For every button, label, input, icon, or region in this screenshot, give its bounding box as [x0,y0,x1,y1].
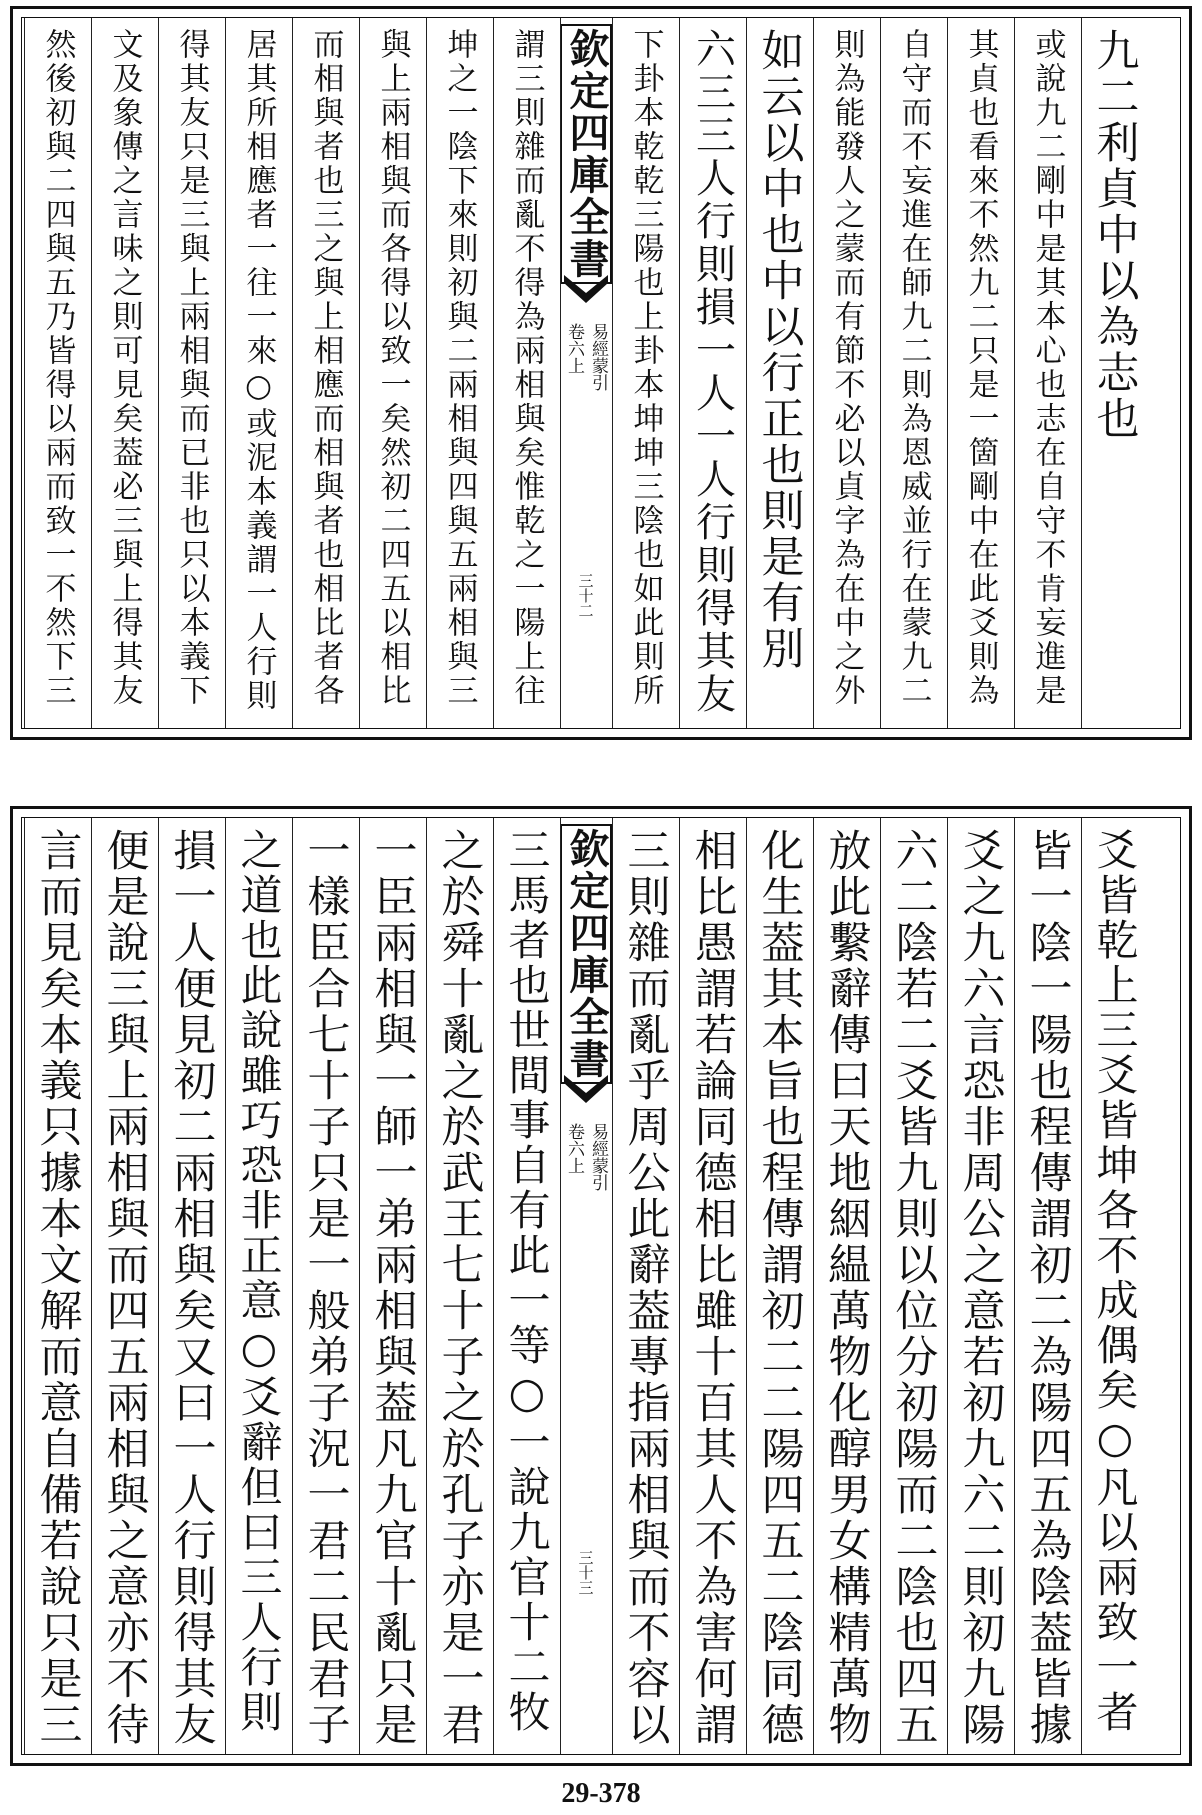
column-text: 之道也此說雖巧恐非正意○爻辭但曰三人行則 [234,828,284,1735]
column-rule [225,818,226,1754]
book-title: 易經蒙引 [588,323,608,391]
column-rule [947,18,948,728]
bottom-page-panel [10,806,1192,1766]
top_panel-left-column-3 [292,18,359,728]
column-rule [679,18,680,728]
column-text: 三馬者也世間事自有此一等○一說九官十二牧 [502,828,552,1735]
column-rule [1081,18,1082,728]
column-rule [158,18,159,728]
column-rule [813,18,814,728]
bottom_panel-right-column-1 [1014,818,1081,1754]
column-rule [426,18,427,728]
column-rule [1014,818,1015,1754]
column-rule [880,818,881,1754]
center-rule-right [612,18,613,728]
column-text: 化生葢其本旨也程傳謂初二二陽四五二陰同德 [754,828,805,1748]
top_panel-right-column-1 [1014,18,1081,728]
column-text: 自守而不妄進在師九二則為恩威並行在蒙九二 [895,28,932,708]
column-text: 損一人便見初二兩相與矣又曰一人行則得其友 [166,828,217,1748]
volume-label: 卷六上 [564,1123,584,1174]
top_panel-right-column-6 [679,18,746,728]
top_panel-left-column-7 [24,18,91,728]
book-title: 易經蒙引 [588,1123,608,1191]
center-rule-left [560,18,561,728]
bottom_panel-right-column-7 [612,818,679,1754]
column-text: 便是說三與上兩相與而四五兩相與之意亦不待 [99,828,150,1748]
bottom_panel-left-column-2 [359,818,426,1754]
column-text: 六二陰若二爻皆九則以位分初陽而二陰也四五 [888,828,939,1748]
top_panel-right-column-2 [947,18,1014,728]
column-text: 如云以中也中以行正也則是有別 [754,28,805,672]
column-text: 其貞也看來不然九二只是一箇剛中在此爻則為 [962,28,999,708]
column-text: 得其友只是三與上兩相與而已非也只以本義下 [173,28,210,708]
column-text: 一臣兩相與一師一弟兩相與葢凡九官十亂只是 [367,828,418,1748]
bottom_panel-right-column-6 [679,818,746,1754]
bottom-page-frame [21,817,1181,1755]
bottom_panel-left-column-5 [158,818,225,1754]
bottom_panel-right-column-5 [746,818,813,1754]
top_panel-left-column-6 [91,18,158,728]
column-rule [24,18,25,728]
column-text: 相比愚謂若論同德相比雖十百其人不為害何謂 [687,828,738,1748]
column-rule [292,18,293,728]
top_panel-right-column-3 [880,18,947,728]
fishtail-mark-icon [564,273,608,317]
column-text: 則為能發人之蒙而有節不必以貞字為在中之外 [828,28,865,708]
column-rule [91,18,92,728]
collection-title: 欽定四庫全書 [560,24,612,284]
column-text: 然後初與二四與五乃皆得以兩而致一不然下三 [39,28,76,708]
column-text: 九二利貞中以為志也 [1089,28,1140,442]
center-rule-left [560,818,561,1754]
bottom_panel-right-column-3 [880,818,947,1754]
column-rule [813,818,814,1754]
column-rule [1014,18,1015,728]
column-text: 六三三人行則損一人一人行則得其友 [689,28,736,716]
column-rule [24,818,25,1754]
column-rule [225,18,226,728]
top_panel-left-column-0 [493,18,560,728]
center-rule-right [612,818,613,1754]
column-text: 言而見矣本義只據本文解而意自備若說只是三 [32,828,83,1748]
column-rule [493,18,494,728]
column-rule [359,18,360,728]
top_panel-right-column-4 [813,18,880,728]
bottom_panel-left-column-4 [225,818,292,1754]
column-text: 放此繫辭傳曰天地絪緼萬物化醇男女構精萬物 [821,828,872,1748]
top-page-frame [21,17,1181,729]
column-rule [158,818,159,1754]
column-rule [1081,818,1082,1754]
column-text: 文及象傳之言味之則可見矣葢必三與上得其友 [106,28,143,708]
top-page-panel [10,6,1192,740]
column-text: 坤之一陰下來則初與二兩相與四與五兩相與三 [441,28,478,708]
top_panel-left-column-4 [225,18,292,728]
top_panel-left-column-2 [359,18,426,728]
column-text: 謂三則雜而亂不得為兩相與矣惟乾之一陽上往 [508,28,545,708]
column-rule [359,818,360,1754]
top_panel-left-column-1 [426,18,493,728]
leaf-number: 三十二 [576,573,595,618]
leaf-number: 三十三 [576,1550,595,1595]
column-text: 下卦本乾乾三陽也上卦本坤坤三陰也如此則所 [627,28,664,708]
volume-label: 卷六上 [564,323,584,374]
center-fold-column [560,18,612,728]
column-rule [426,818,427,1754]
column-rule [493,818,494,1754]
column-rule [947,818,948,1754]
top_panel-right-column-7 [612,18,679,728]
column-text: 之於舜十亂之於武王七十子之於孔子亦是一君 [434,828,485,1748]
bottom_panel-left-column-6 [91,818,158,1754]
column-text: 與上兩相與而各得以致一矣然初二四五以相比 [374,28,411,708]
fishtail-mark-icon [564,1073,608,1117]
column-text: 一樣臣合七十子只是一般弟子況一君二民君子 [300,828,351,1748]
column-rule [746,818,747,1754]
bottom_panel-right-column-2 [947,818,1014,1754]
column-text: 爻之九六言恐非周公之意若初九六二則初九陽 [955,828,1006,1748]
top_panel-right-column-5 [746,18,813,728]
column-text: 三則雜而亂乎周公此辭葢專指兩相與而不容以 [620,828,671,1748]
column-text: 而相與者也三之與上相應而相與者也相比者各 [307,28,344,708]
collection-title: 欽定四庫全書 [560,824,612,1084]
bottom_panel-left-column-3 [292,818,359,1754]
center-fold-column [560,818,612,1754]
bottom_panel-left-column-7 [24,818,91,1754]
top_panel-left-column-5 [158,18,225,728]
column-rule [880,18,881,728]
bottom_panel-left-column-1 [426,818,493,1754]
bottom_panel-right-column-0 [1081,818,1148,1754]
column-text: 居其所相應者一往一來○或泥本義謂一人行則 [240,28,277,713]
column-text: 皆一陰一陽也程傳謂初二為陽四五為陰葢皆據 [1022,828,1073,1748]
page-footer-number: 29-378 [561,1778,641,1809]
bottom_panel-left-column-0 [493,818,560,1754]
column-rule [679,818,680,1754]
column-text: 或說九二剛中是其本心也志在自守不肯妄進是 [1029,28,1066,708]
column-text: 爻皆乾上三爻皆坤各不成偶矣○凡以兩致一者 [1090,828,1140,1735]
column-rule [746,18,747,728]
top_panel-right-column-0 [1081,18,1148,728]
column-rule [292,818,293,1754]
column-rule [91,818,92,1754]
bottom_panel-right-column-4 [813,818,880,1754]
